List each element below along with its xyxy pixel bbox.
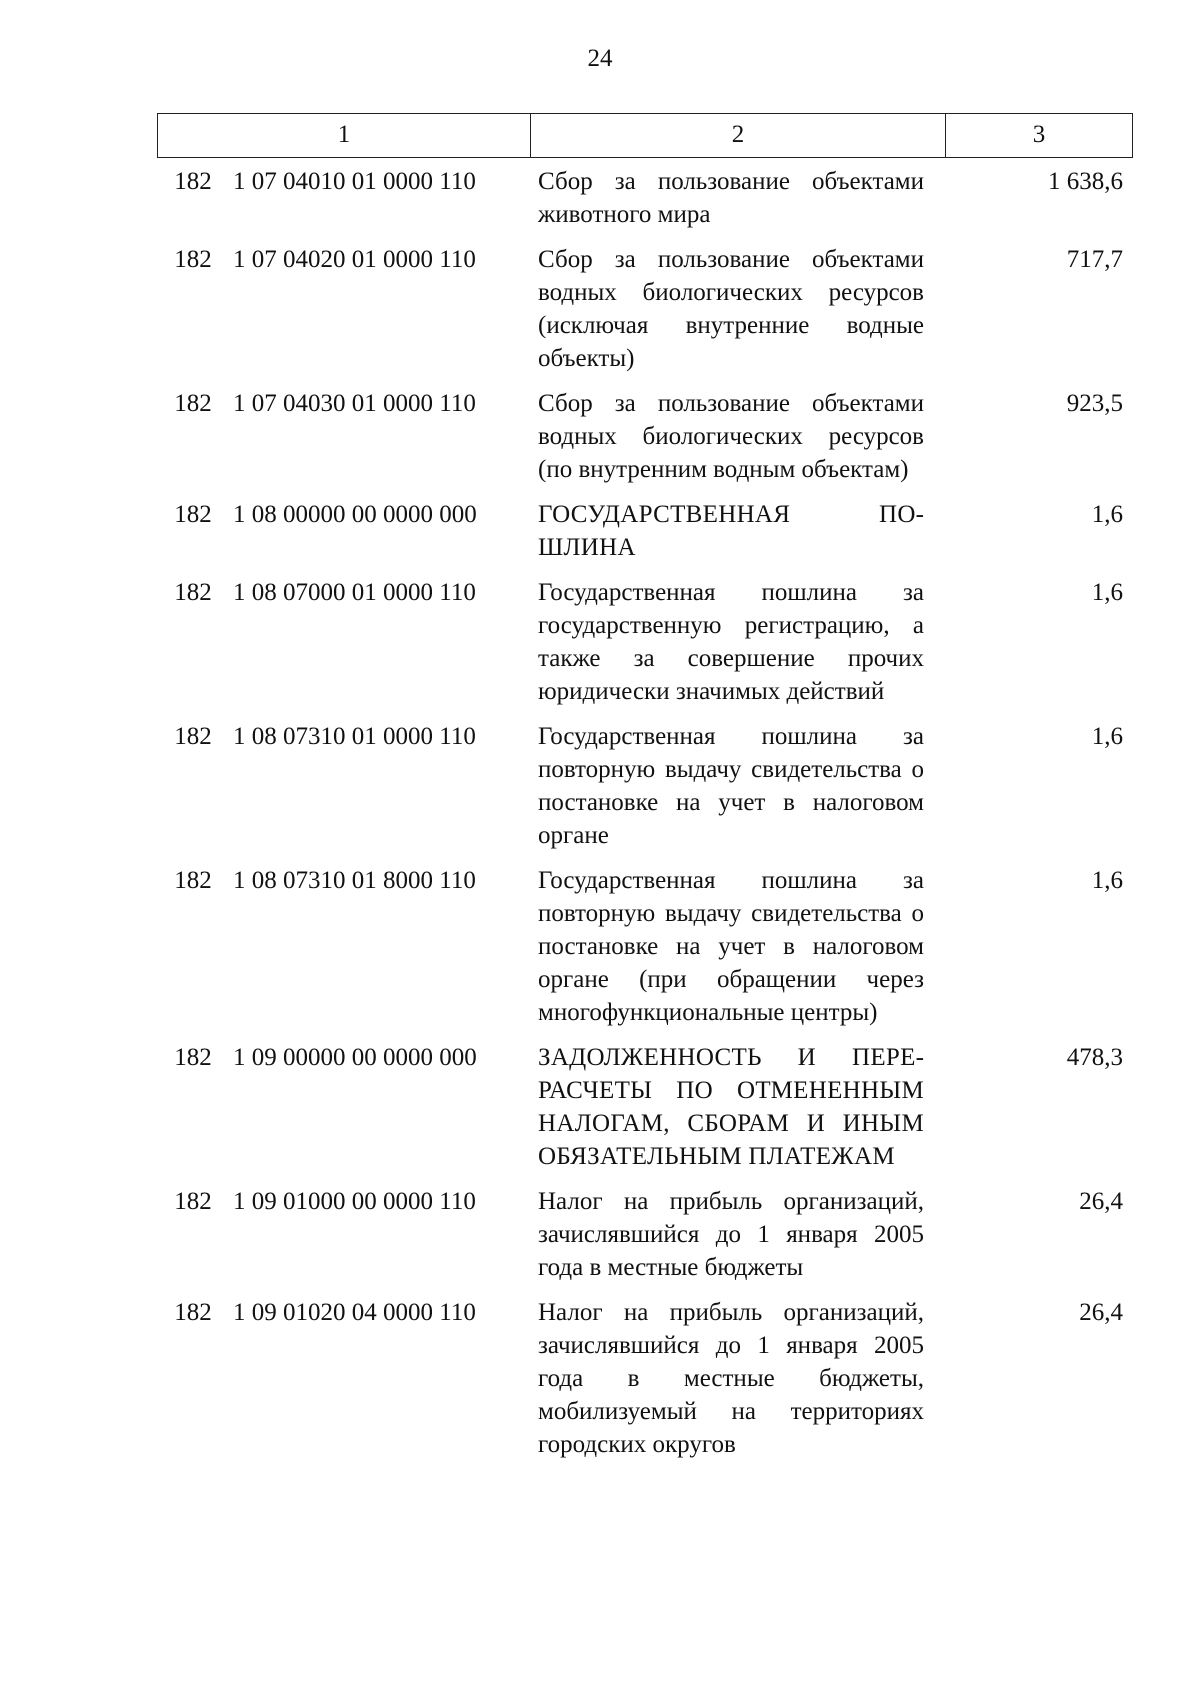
- budget-code: 1 08 07310 01 0000 110: [233, 723, 476, 750]
- admin-code: 182: [174, 501, 212, 528]
- revenue-name: ГОСУДАРСТВЕННАЯ ПОШЛИНА: [538, 501, 924, 561]
- budget-code: 1 09 00000 00 0000 000: [233, 1044, 477, 1071]
- budget-code: 1 09 01020 04 0000 110: [233, 1299, 476, 1326]
- admin-code: 182: [174, 390, 212, 417]
- admin-code: 182: [174, 1044, 212, 1071]
- amount: 478,3: [1066, 1044, 1123, 1071]
- amount: 1,6: [1091, 867, 1123, 894]
- revenue-name: Налог на прибыль организаций, зачислявшийся до 1 января 2005 года в местные бюджеты: [538, 1188, 924, 1281]
- table-row: [157, 720, 1133, 852]
- admin-code: 182: [174, 246, 212, 273]
- revenue-name: ЗАДОЛЖЕННОСТЬ И ПЕРЕРАСЧЕТЫ ПО ОТМЕНЕННЫМ НАЛОГАМ, СБОРАМ И ИНЫМ ОБЯЗАТЕЛЬНЫМ ПЛАТЕЖАМ: [538, 1044, 924, 1170]
- admin-code: 182: [174, 1299, 212, 1326]
- header-column-2: 2: [531, 114, 946, 157]
- table-row: [157, 576, 1133, 708]
- admin-code: 182: [174, 723, 212, 750]
- table-header: [157, 113, 1133, 158]
- amount: 717,7: [1066, 246, 1123, 273]
- admin-code: 182: [174, 867, 212, 894]
- table-row: [157, 1185, 1133, 1284]
- header-column-3: 3: [1032, 121, 1046, 148]
- table-row: [157, 1296, 1133, 1461]
- amount: 26,4: [1079, 1188, 1123, 1215]
- revenue-name: Государственная пошлина за повторную выдачу свидетельства о постановке на учет в налоговом органе (при обращении через многофункциональные центры): [538, 867, 924, 1026]
- amount: 1,6: [1091, 579, 1123, 606]
- revenue-name: Государственная пошлина за государственную регистрацию, а также за совершение прочих юридически значимых действий: [538, 579, 924, 705]
- admin-code: 182: [174, 579, 212, 606]
- admin-code: 182: [174, 168, 212, 195]
- amount: 1 638,6: [1048, 168, 1123, 195]
- budget-code: 1 09 01000 00 0000 110: [233, 1188, 476, 1215]
- budget-code: 1 07 04020 01 0000 110: [233, 246, 476, 273]
- revenue-name: Сбор за пользование объектами водных биологических ресурсов (по внутренним водным объектам): [538, 390, 924, 483]
- table-row: [157, 1041, 1133, 1173]
- budget-code: 1 08 00000 00 0000 000: [233, 501, 477, 528]
- amount: 26,4: [1079, 1299, 1123, 1326]
- table-row: [157, 498, 1133, 564]
- header-column-1: 1: [158, 114, 531, 157]
- revenue-name: Сбор за пользование объектами животного мира: [538, 168, 924, 228]
- amount: 1,6: [1091, 501, 1123, 528]
- revenue-name: Сбор за пользование объектами водных биологических ресурсов (исключая внутренние водные объекты): [538, 246, 924, 372]
- table-body: [157, 165, 1133, 1473]
- amount: 1,6: [1091, 723, 1123, 750]
- page-number: 24: [587, 45, 613, 72]
- table-row: [157, 243, 1133, 375]
- revenue-name: Налог на прибыль организаций, зачислявшийся до 1 января 2005 года в местные бюджеты, мобилизуемый на территориях городских округов: [538, 1299, 924, 1458]
- amount: 923,5: [1066, 390, 1123, 417]
- table-row: [157, 387, 1133, 486]
- budget-code: 1 08 07000 01 0000 110: [233, 579, 476, 606]
- budget-code: 1 07 04010 01 0000 110: [233, 168, 476, 195]
- budget-code: 1 07 04030 01 0000 110: [233, 390, 476, 417]
- admin-code: 182: [174, 1188, 212, 1215]
- table-row: [157, 165, 1133, 231]
- budget-code: 1 08 07310 01 8000 110: [233, 867, 476, 894]
- revenue-name: Государственная пошлина за повторную выдачу свидетельства о постановке на учет в налоговом органе: [538, 723, 924, 849]
- table-row: [157, 864, 1133, 1029]
